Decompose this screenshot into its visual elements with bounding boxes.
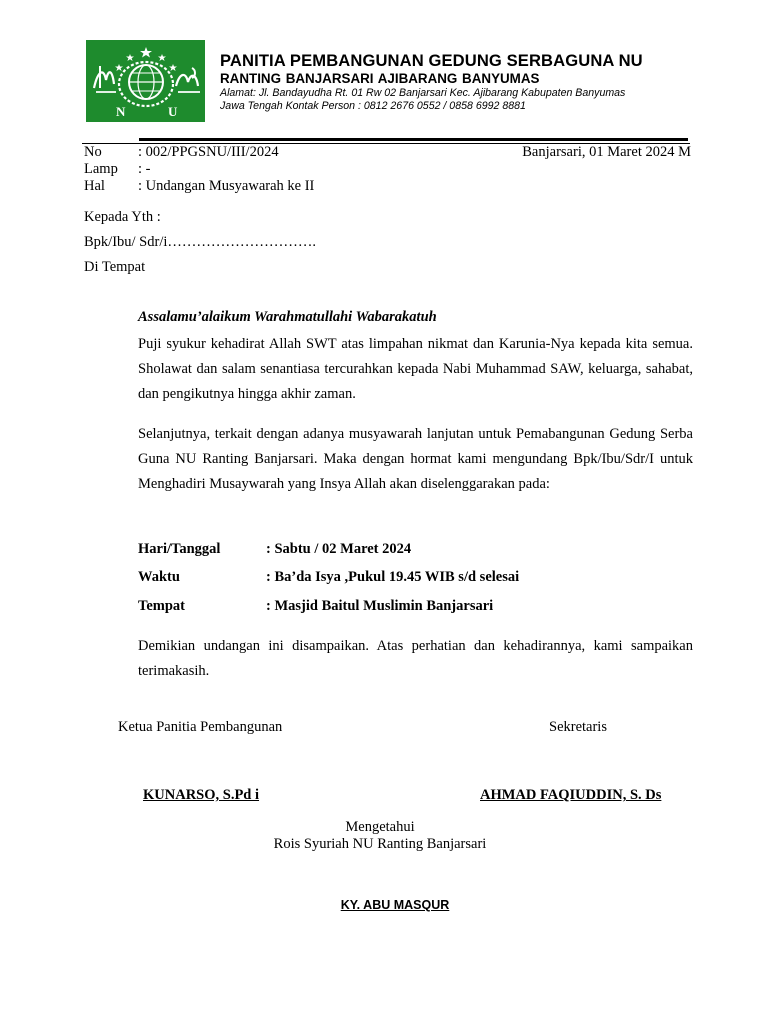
org-name: PANITIA PEMBANGUNAN GEDUNG SERBAGUNA NU <box>220 51 643 70</box>
org-contact: Jawa Tengah Kontak Person : 0812 2676 0552 / 0858 6992 8881 <box>220 100 526 112</box>
star-icon <box>126 54 134 61</box>
detail-date-label: Hari/Tanggal <box>138 541 221 557</box>
lamp-label: Lamp <box>84 161 118 177</box>
acknowledge-label: Mengetahui <box>345 819 415 835</box>
acknowledge-role: Rois Syuriah NU Ranting Banjarsari <box>273 836 487 852</box>
acknowledge-name: KY. ABU MASQUR <box>340 898 450 912</box>
detail-time-value: : Ba’da Isya ,Pukul 19.45 WIB s/d selesai <box>266 569 520 585</box>
detail-time-label: Waktu <box>138 569 180 585</box>
detail-date-value: : Sabtu / 02 Maret 2024 <box>266 541 412 557</box>
org-address: Alamat: Jl. Bandayudha Rt. 01 Rw 02 Banjarsari Kec. Ajibarang Kabupaten Banyumas <box>220 87 626 99</box>
hal-value: : Undangan Musyawarah ke II <box>138 178 315 194</box>
logo-letter: U <box>168 104 178 119</box>
no-value: : 002/PPGSNU/III/2024 <box>138 144 279 160</box>
greeting: Assalamu’alaikum Warahmatullahi Wabarakatuh <box>138 309 437 325</box>
signer-left-role: Ketua Panitia Pembangunan <box>118 719 283 735</box>
org-branch: RANTING BANJARSARI AJIBARANG BANYUMAS <box>220 71 540 86</box>
star-icon <box>158 54 166 61</box>
hal-label: Hal <box>84 178 105 194</box>
recipient-place: Di Tempat <box>84 259 146 275</box>
place-date: Banjarsari, 01 Maret 2024 M <box>522 144 691 160</box>
signer-right-role: Sekretaris <box>549 719 607 735</box>
star-icon <box>140 47 152 58</box>
detail-place-value: : Masjid Baitul Muslimin Banjarsari <box>266 598 494 614</box>
no-label: No <box>84 144 102 160</box>
logo-letter: N <box>116 104 126 119</box>
paragraph-opening: Puji syukur kehadirat Allah SWT atas limpahan nikmat dan Karunia-Nya kepada kita semua. Sholawat dan salam senantiasa tercurahkan kepada Nabi Muhammad SAW, keluarga, sahabat, dan pengikutnya hingga akhir zaman. <box>138 336 693 402</box>
recipient-name: Bpk/Ibu/ Sdr/i…………………………. <box>84 234 317 250</box>
signer-right-name: AHMAD FAQIUDDIN, S. Ds <box>480 787 662 803</box>
paragraph-closing: Demikian undangan ini disampaikan. Atas perhatian dan kehadirannya, kami sampaikan terimakasih. <box>138 638 693 679</box>
recipient-greeting: Kepada Yth : <box>84 209 161 225</box>
letterhead-divider <box>139 138 688 141</box>
star-icon <box>169 64 177 71</box>
lamp-value: : - <box>138 161 151 177</box>
detail-place-label: Tempat <box>138 598 185 614</box>
nu-logo-icon <box>86 40 205 122</box>
star-icon <box>115 64 123 71</box>
signer-left-name: KUNARSO, S.Pd i <box>143 787 260 803</box>
paragraph-invitation: Selanjutnya, terkait dengan adanya musyawarah lanjutan untuk Pemabangunan Gedung Serba Guna NU Ranting Banjarsari. Maka dengan hormat kami mengundang Bpk/Ibu/Sdr/I untuk Menghadiri Musaywarah yang Insya Allah akan diselenggarakan pada: <box>138 426 693 492</box>
